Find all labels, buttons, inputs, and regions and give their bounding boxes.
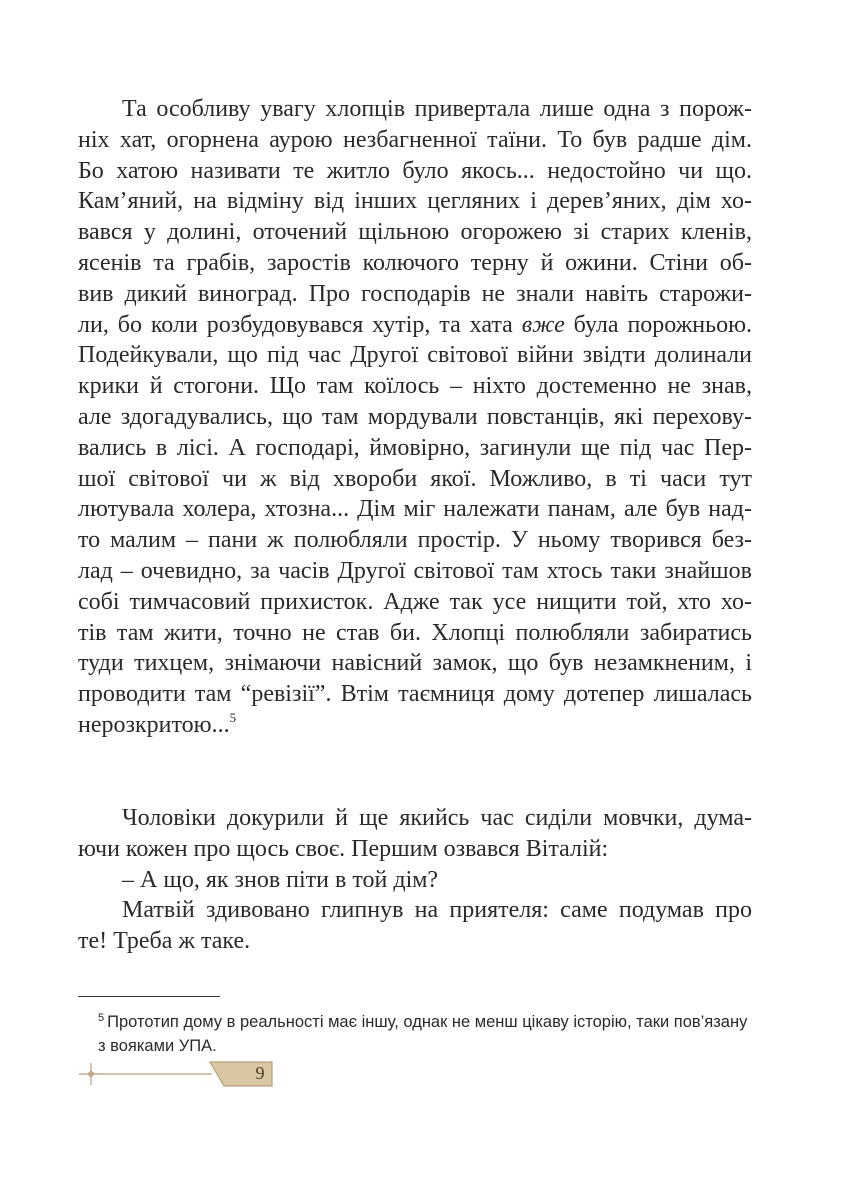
footnote — [78, 1010, 758, 1058]
text-line: шої світової чи ж від хвороби якої. Можливо, в ті часи тут — [78, 465, 752, 492]
text-line: Та особливу увагу хлопців привертала лише одна з порож- — [122, 96, 752, 122]
footnote-number: 5 — [98, 1012, 105, 1024]
text-line: але здогадувались, що там мордували повстанців, які перехову- — [78, 403, 752, 430]
text-line: Чоловіки докурили й ще якийсь час сиділи мовчки, дума- — [122, 805, 752, 831]
text-segment: була порожньою. — [564, 311, 752, 338]
footnote-reference[interactable]: 5 — [229, 709, 237, 725]
text-line: лютувала холера, хтозна... Дім міг належати панам, але був над- — [78, 496, 752, 523]
footnote-separator — [78, 996, 220, 997]
text-line: вався у долині, оточений щільною огорожею зі старих кленів, — [78, 219, 752, 246]
text-line — [78, 710, 752, 741]
text-line: Кам’яний, на відміну від інших цегляних і дерев’яних, дім хо- — [78, 188, 752, 215]
text-line: Бо хатою називати те житло було якось... недостойно чи що. — [78, 157, 752, 184]
text-line — [78, 310, 752, 341]
dialogue-line: – А що, як знов піти в той дім? — [122, 866, 439, 893]
text-line: ніх хат, огорнена аурою незбагненної таїни. То був радше дім. — [78, 126, 752, 153]
text-line: ясенів та грабів, заростів колючого терну й ожини. Стіни об- — [78, 249, 752, 276]
text-line: то малим – пани ж полюбляли простір. У ньому творився без- — [78, 527, 752, 554]
text-line: лад – очевидно, за часів Другої світової там хтось таки знайшов — [78, 557, 752, 584]
text-segment: нерозкритою... — [78, 711, 230, 738]
text-line: собі тимчасовий прихисток. Адже так усе нищити той, хто хо- — [78, 588, 752, 615]
footnote-line: з вояками УПА. — [98, 1037, 217, 1055]
footnote-line — [78, 1010, 758, 1034]
text-segment: ли, бо коли розбудовувався хутір, та хата — [78, 311, 522, 338]
text-line: ючи кожен про щось своє. Першим озвався Віталій: — [78, 835, 609, 862]
paragraph-1 — [78, 94, 752, 741]
paragraph-2 — [78, 803, 752, 957]
text-line: вались в лісі. А господарі, ймовірно, загинули ще під час Пер- — [78, 434, 752, 461]
text-line: крики й стогони. Що там коїлось – ніхто достеменно не знав, — [78, 373, 752, 400]
text-line: Матвій здивовано глипнув на приятеля: саме подумав про — [122, 897, 752, 924]
text-line: туди тихцем, знімаючи навісний замок, що був незамкненим, і — [78, 650, 752, 677]
text-line: вив дикий виноград. Про господарів не знали навіть старожи- — [78, 280, 752, 307]
text-line: те! Треба ж таке. — [78, 928, 251, 955]
text-line: Подейкували, що під час Другої світової війни звідти долинали — [78, 342, 752, 369]
footnote-text: Прототип дому в реальності має іншу, однак не менш цікаву історію, таки пов’язану — [107, 1013, 748, 1031]
page-number: 9 — [255, 1063, 265, 1083]
emphasized-word: вже — [521, 311, 565, 338]
text-line: тів там жити, точно не став би. Хлопці полюбляли забиратись — [78, 619, 752, 646]
text-line: проводити там “ревізії”. Втім таємниця дому дотепер лишалась — [78, 681, 752, 708]
